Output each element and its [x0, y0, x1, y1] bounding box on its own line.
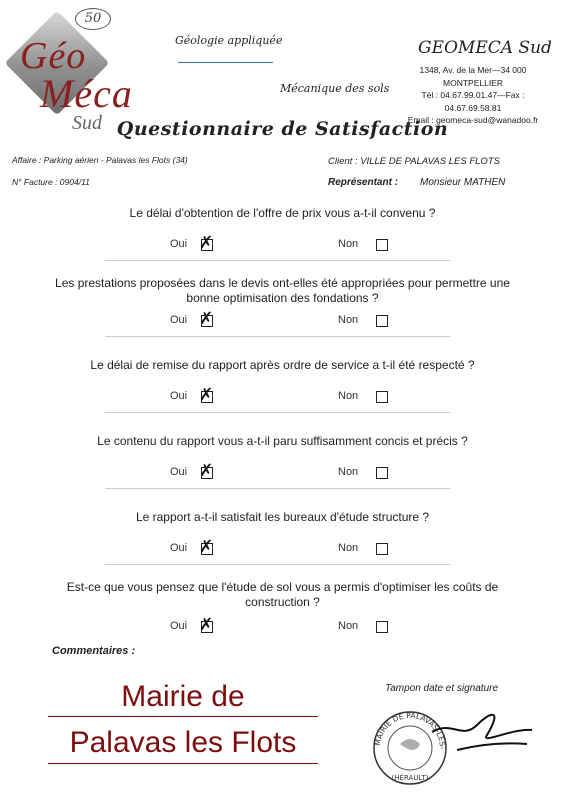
option-no-label: Non	[338, 542, 359, 554]
logo-text-sud: Sud	[72, 112, 102, 134]
question-separator	[105, 488, 450, 489]
question-separator	[105, 260, 450, 261]
logo-text-meca: Méca	[40, 71, 133, 116]
handwritten-number: 50	[75, 8, 111, 30]
logo-text-geo: Géo	[20, 35, 87, 77]
option-no-label: Non	[338, 390, 359, 402]
invoice-number: N° Facture : 0904/11	[12, 177, 90, 187]
option-no-label: Non	[338, 466, 359, 478]
question-text: Est-ce que vous pensez que l'étude de sol vous a permis d'optimiser les coûts de construction ?	[66, 580, 499, 609]
checkbox-no[interactable]	[376, 391, 388, 403]
address-line: 1348, Av. de la Mer—34 000 MONTPELLIER	[419, 65, 527, 88]
email-line: Email : geomeca-sud@wanadoo.fr	[407, 115, 539, 125]
checkbox-no[interactable]	[376, 543, 388, 555]
check-mark-icon: ✗	[199, 537, 214, 556]
check-mark-icon: ✗	[199, 233, 214, 252]
option-yes-label: Oui	[170, 542, 188, 554]
option-no-label: Non	[338, 620, 359, 632]
question-text: Le délai de remise du rapport après ordre de service a t-il été respecté ?	[90, 358, 475, 372]
company-logo	[12, 14, 133, 134]
question-text: Les prestations proposées dans le devis ont-elles été appropriées pour permettre une bonne optimisation des fondations ?	[55, 276, 510, 305]
tagline-underline	[178, 62, 273, 63]
tagline-soil-mechanics: Mécanique des sols	[280, 82, 390, 95]
comment-underline-2	[48, 763, 318, 764]
option-yes-label: Oui	[170, 390, 188, 402]
checkbox-no[interactable]	[376, 621, 388, 633]
option-yes-label: Oui	[170, 466, 188, 478]
stamp-label: Tampon date et signature	[385, 683, 499, 694]
option-yes-label: Oui	[170, 238, 188, 250]
stamp-bottom-text: (HÉRAULT)	[391, 774, 429, 782]
option-no-label: Non	[338, 314, 359, 326]
question-separator	[105, 412, 450, 413]
checkbox-no[interactable]	[376, 239, 388, 251]
checkbox-no[interactable]	[376, 315, 388, 327]
page-title: Questionnaire de Satisfaction	[116, 118, 449, 140]
option-yes-label: Oui	[170, 314, 188, 326]
question-separator	[105, 564, 450, 565]
phone-line: Tél : 04.67.99.01.47—Fax : 04.67.69.58.81	[421, 90, 525, 113]
question-text: Le rapport a-t-il satisfait les bureaux d'étude structure ?	[135, 510, 430, 524]
representative-name: Monsieur MATHEN	[420, 177, 506, 188]
comment-text-line-1: Mairie de	[121, 680, 245, 713]
stamp-ring-text: MAIRIE DE PALAVAS-LES-	[372, 710, 448, 750]
option-yes-label: Oui	[170, 620, 188, 632]
check-mark-icon: ✗	[199, 309, 214, 328]
client-label: Client : VILLE DE PALAVAS LES FLOTS	[328, 156, 500, 167]
comment-text-line-2: Palavas les Flots	[69, 726, 297, 759]
check-mark-icon: ✗	[199, 461, 214, 480]
question-text: Le délai d'obtention de l'offre de prix vous a-t-il convenu ?	[129, 206, 436, 220]
checkbox-no[interactable]	[376, 467, 388, 479]
comment-underline-1	[48, 716, 318, 717]
tagline-geology: Géologie appliquée	[175, 34, 283, 47]
question-separator	[105, 336, 450, 337]
check-mark-icon: ✗	[199, 385, 214, 404]
official-stamp-and-signature	[362, 700, 542, 788]
company-name: GEOMECA Sud	[418, 38, 552, 58]
stamp-area	[362, 700, 542, 788]
comments-label: Commentaires :	[52, 645, 136, 657]
check-mark-icon: ✗	[199, 615, 214, 634]
representative-label: Représentant :	[328, 177, 399, 188]
option-no-label: Non	[338, 238, 359, 250]
affaire-label: Affaire : Parking aérien - Palavas les Flots (34)	[12, 155, 188, 165]
question-text: Le contenu du rapport vous a-t-il paru suffisamment concis et précis ?	[97, 434, 468, 448]
